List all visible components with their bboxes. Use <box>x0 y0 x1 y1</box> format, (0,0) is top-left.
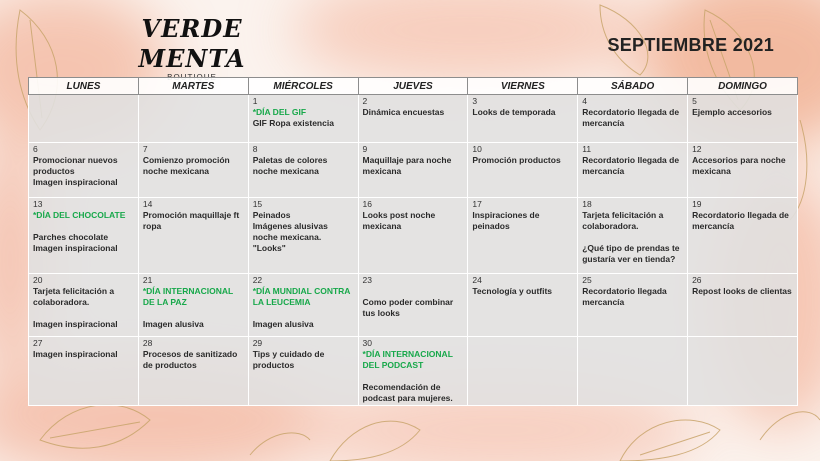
day-number: 16 <box>362 199 372 209</box>
day-number: 1 <box>252 96 258 106</box>
event-text: Dinámica encuestas <box>362 107 445 117</box>
day-number: 14 <box>142 199 153 209</box>
day-cell <box>29 337 139 406</box>
spacer <box>582 232 683 243</box>
day-number: 23 <box>362 275 372 285</box>
weekday-header-row <box>29 78 798 95</box>
day-cell <box>248 274 358 337</box>
day-number: 12 <box>692 144 702 154</box>
day-number: 10 <box>472 144 482 154</box>
day-cell <box>248 337 358 406</box>
day-cell <box>138 274 248 337</box>
empty-day-cell <box>688 337 798 406</box>
day-number: 6 <box>33 144 38 154</box>
event-text: Recomendación de podcast para mujeres. <box>362 382 453 403</box>
event-text: GIF Ropa existencia <box>252 118 334 128</box>
weekday-header: VIERNES <box>468 78 578 95</box>
empty-day-cell <box>578 337 688 406</box>
day-cell <box>138 198 248 274</box>
event-text: Promoción productos <box>472 155 561 165</box>
day-cell <box>358 143 468 198</box>
empty-day-cell <box>468 337 578 406</box>
calendar-grid <box>28 77 798 406</box>
day-cell <box>138 143 248 198</box>
day-number: 21 <box>142 275 153 285</box>
weekday-header: MARTES <box>138 78 248 95</box>
brand-name: VERDE MENTA <box>138 14 246 73</box>
day-number: 8 <box>252 144 258 154</box>
day-cell <box>248 95 358 143</box>
special-day-label: *DÍA DEL GIF <box>252 107 307 117</box>
empty-day-cell <box>138 95 248 143</box>
special-day-label: *DÍA INTERNACIONAL DEL PODCAST <box>362 349 453 370</box>
event-text: Recordatorio llegada de mercancía <box>582 155 680 176</box>
event-text: Comienzo promoción noche mexicana <box>142 155 230 176</box>
event-text: Parches chocolate <box>33 232 109 242</box>
day-number: 7 <box>142 144 148 154</box>
day-cell <box>578 143 688 198</box>
day-cell <box>578 274 688 337</box>
day-number: 19 <box>692 199 702 209</box>
event-text: Como poder combinar tus looks <box>362 297 454 318</box>
calendar-body <box>29 95 798 406</box>
event-text: Imágenes alusivas noche mexicana. <box>252 221 328 242</box>
day-number: 18 <box>582 199 592 209</box>
day-cell <box>29 198 139 274</box>
day-number: 5 <box>692 96 697 106</box>
spacer <box>363 286 464 297</box>
event-text: Inspiraciones de peinados <box>472 210 540 231</box>
event-text: Procesos de sanitizado de productos <box>142 349 238 370</box>
event-text: Imagen inspiracional <box>33 319 118 329</box>
event-text: Recordatorio llegada de mercancía <box>692 210 789 231</box>
day-number: 30 <box>362 338 372 348</box>
spacer <box>363 371 464 382</box>
event-text: Promocionar nuevos productos <box>33 155 118 176</box>
day-number: 27 <box>33 338 43 348</box>
spacer <box>253 308 354 319</box>
day-cell <box>468 198 578 274</box>
event-text: Peinados <box>252 210 291 220</box>
event-text: Ejemplo accesorios <box>692 107 772 117</box>
special-day-label: *DÍA DEL CHOCOLATE <box>33 210 126 220</box>
event-text: Maquillaje para noche mexicana <box>362 155 452 176</box>
day-number: 29 <box>252 338 263 348</box>
event-text: Paletas de colores noche mexicana <box>252 155 328 176</box>
brand-logo <box>122 14 262 82</box>
day-cell <box>688 95 798 143</box>
event-text: Imagen inspiracional <box>33 177 118 187</box>
special-day-label: *DÍA INTERNACIONAL DE LA PAZ <box>142 286 234 307</box>
day-number: 26 <box>692 275 702 285</box>
day-cell <box>688 198 798 274</box>
day-cell <box>358 337 468 406</box>
day-number: 13 <box>33 199 43 209</box>
spacer <box>33 221 134 232</box>
day-number: 9 <box>362 144 368 154</box>
event-text: Promoción maquillaje ft ropa <box>142 210 240 231</box>
event-text: Accesorios para noche mexicana <box>692 155 786 176</box>
weekday-header: JUEVES <box>358 78 468 95</box>
day-cell <box>138 337 248 406</box>
day-number: 24 <box>472 275 482 285</box>
event-text: Imagen inspiracional <box>33 243 118 253</box>
day-number: 15 <box>252 199 263 209</box>
week-row <box>29 337 798 406</box>
day-cell <box>688 274 798 337</box>
special-day-label: *DÍA MUNDIAL CONTRA LA LEUCEMIA <box>252 286 351 307</box>
spacer <box>33 308 134 319</box>
day-cell <box>578 198 688 274</box>
event-text: Tips y cuidado de productos <box>252 349 325 370</box>
day-number: 28 <box>142 338 153 348</box>
week-row <box>29 198 798 274</box>
day-number: 17 <box>472 199 482 209</box>
weekday-header: MIÉRCOLES <box>248 78 358 95</box>
event-text: Tecnología y outfits <box>472 286 553 296</box>
empty-day-cell <box>29 95 139 143</box>
spacer <box>143 308 244 319</box>
week-row <box>29 143 798 198</box>
day-cell <box>358 274 468 337</box>
event-text: Tarjeta felicitación a colaboradora. <box>33 286 115 307</box>
day-cell <box>468 95 578 143</box>
week-row <box>29 95 798 143</box>
month-title: SEPTIEMBRE 2021 <box>607 35 774 55</box>
day-cell <box>29 143 139 198</box>
event-text: Imagen alusiva <box>142 319 204 329</box>
day-cell <box>688 143 798 198</box>
event-text: Repost looks de clientas <box>692 286 792 296</box>
weekday-header: SÁBADO <box>578 78 688 95</box>
day-number: 3 <box>472 96 478 106</box>
day-cell <box>29 274 139 337</box>
day-cell <box>358 95 468 143</box>
event-text: "Looks" <box>252 243 286 253</box>
event-text: Recordatorio llegada de mercancía <box>582 107 680 128</box>
day-number: 2 <box>362 96 368 106</box>
day-number: 25 <box>582 275 592 285</box>
day-number: 11 <box>582 144 592 154</box>
event-text: Looks post noche mexicana <box>362 210 436 231</box>
event-text: Recordatorio llegada mercancía <box>582 286 667 307</box>
day-number: 22 <box>252 275 263 285</box>
event-text: ¿Qué tipo de prendas te gustaría ver en tienda? <box>582 243 680 264</box>
day-number: 20 <box>33 275 43 285</box>
day-cell <box>468 143 578 198</box>
event-text: Imagen inspiracional <box>33 349 118 359</box>
event-text: Imagen alusiva <box>252 319 314 329</box>
weekday-header: LUNES <box>29 78 139 95</box>
day-cell <box>468 274 578 337</box>
week-row <box>29 274 798 337</box>
day-cell <box>248 198 358 274</box>
event-text: Tarjeta felicitación a colaboradora. <box>582 210 664 231</box>
day-cell <box>248 143 358 198</box>
day-cell <box>358 198 468 274</box>
weekday-header: DOMINGO <box>688 78 798 95</box>
day-number: 4 <box>582 96 587 106</box>
day-cell <box>578 95 688 143</box>
event-text: Looks de temporada <box>472 107 556 117</box>
